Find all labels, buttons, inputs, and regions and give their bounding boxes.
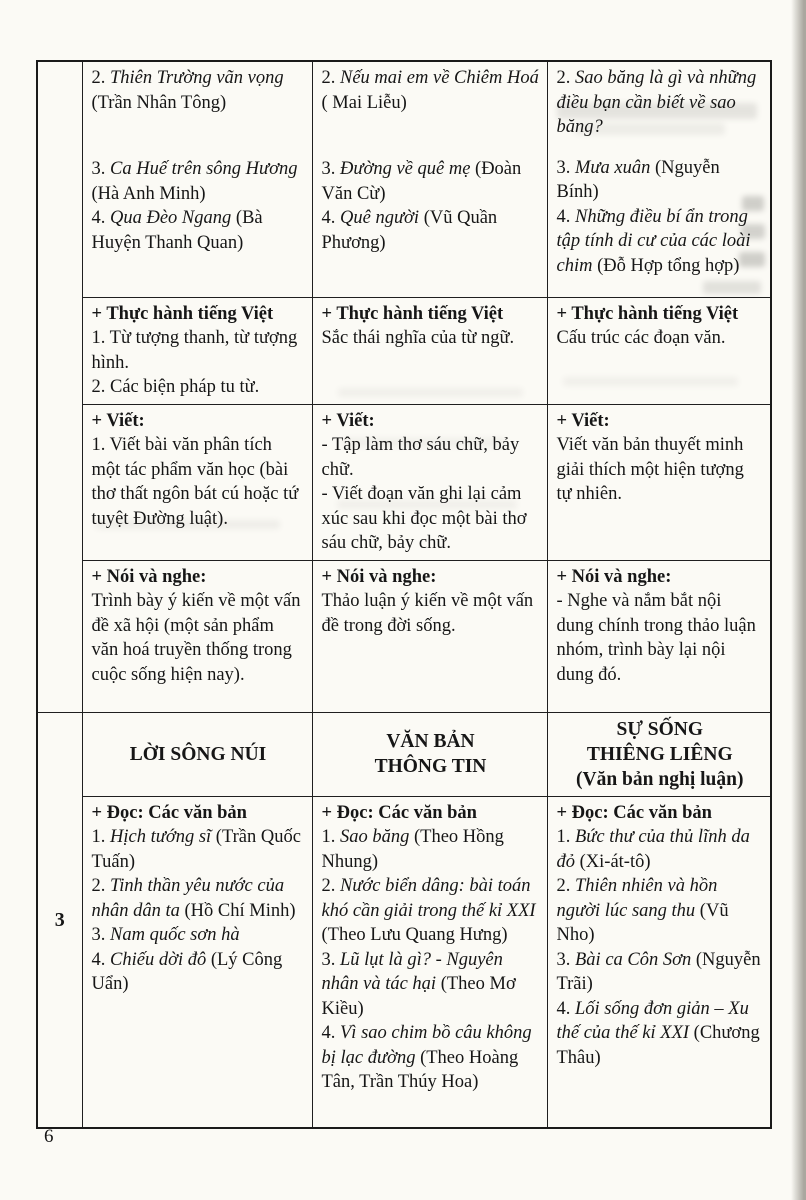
text-line: 4. Quê người (Vũ Quần Phương) — [321, 208, 498, 253]
table-cell — [82, 796, 312, 1128]
text-line: + Nói và nghe: — [91, 566, 207, 587]
text-line: + Thực hành tiếng Việt — [321, 303, 504, 324]
text-line: 3. Ca Huế trên sông Hương (Hà Anh Minh) — [91, 159, 298, 204]
table-cell — [547, 61, 771, 297]
text-line: + Viết: — [556, 410, 610, 431]
text-line: - Nghe và nắm bắt nội dung chính trong thảo luận nhóm, trình bày lại nội dung đó. — [556, 591, 756, 685]
table-cell — [547, 560, 771, 712]
text-line: - Tập làm thơ sáu chữ, bảy chữ. — [321, 435, 520, 480]
table-row-unit2-reading — [37, 61, 771, 297]
text-line: 2. Nước biển dâng: bài toán khó cần giải trong thế kỉ XXI (Theo Lưu Quang Hưng) — [321, 876, 536, 945]
text-line: 2. Thiên nhiên và hồn người lúc sang thu (Vũ Nho) — [556, 876, 729, 945]
page-number: 6 — [44, 1126, 54, 1147]
text-line: 1. Hịch tướng sĩ (Trần Quốc Tuấn) — [91, 827, 301, 872]
table-row-unit2-viet — [37, 404, 771, 560]
table-row-unit2-tieng-viet — [37, 297, 771, 404]
table-row-unit2-noi-nghe — [37, 560, 771, 712]
text-line: Viết văn bản thuyết minh giải thích một hiện tượng tự nhiên. — [556, 435, 744, 504]
table-cell — [312, 796, 547, 1128]
text-line: 4. Lối sống đơn giản – Xu thế của thế kỉ XXI (Chương Thâu) — [556, 998, 760, 1068]
text-line: + Viết: — [91, 410, 145, 431]
text-line: LỜI SÔNG NÚI — [129, 743, 267, 765]
table-cell — [312, 297, 547, 404]
text-line: + Đọc: Các văn bản — [321, 802, 477, 823]
unit-number-cell — [37, 61, 82, 712]
table-cell — [312, 712, 547, 796]
text-line: + Đọc: Các văn bản — [556, 802, 712, 823]
text-line: 2. Các biện pháp tu từ. — [91, 377, 260, 397]
text-line: 3. Đường về quê mẹ (Đoàn Văn Cừ) — [321, 159, 522, 204]
table-cell — [312, 61, 547, 297]
text-line: 3. Lũ lụt là gì? - Nguyên nhân và tác hại (Theo Mơ Kiều) — [321, 949, 516, 1019]
text-line: 3. Bài ca Côn Sơn (Nguyễn Trãi) — [556, 949, 761, 994]
text-line: 3. Mưa xuân (Nguyễn Bính) — [556, 157, 720, 202]
text-line: 4. Vì sao chim bồ câu không bị lạc đường (Theo Hoàng Tân, Trần Thúy Hoa) — [321, 1023, 532, 1092]
text-line: (Văn bản nghị luận) — [576, 768, 744, 790]
table-cell — [547, 712, 771, 796]
table-cell — [82, 404, 312, 560]
text-line: + Đọc: Các văn bản — [91, 802, 247, 823]
text-line: - Viết đoạn văn ghi lại cảm xúc sau khi đọc một bài thơ sáu chữ, bảy chữ. — [321, 484, 527, 553]
text-line: + Viết: — [321, 410, 375, 431]
text-line: + Nói và nghe: — [321, 566, 437, 587]
page-edge-shadow — [791, 0, 806, 1200]
text-line: VĂN BẢN — [386, 731, 475, 752]
text-line: 1. Sao băng (Theo Hồng Nhung) — [321, 827, 504, 872]
text-line: 1. Bức thư của thủ lĩnh da đỏ (Xi-át-tô) — [556, 827, 750, 872]
text-line: Sắc thái nghĩa của từ ngữ. — [321, 328, 515, 348]
table-row-unit3-header — [37, 712, 771, 796]
table-cell — [82, 297, 312, 404]
text-line: 2. Tinh thần yêu nước của nhân dân ta (Hồ Chí Minh) — [91, 876, 296, 921]
text-line: 2. Nếu mai em về Chiêm Hoá ( Mai Liễu) — [321, 68, 539, 113]
table-cell — [547, 297, 771, 404]
unit-number-cell: 3 — [37, 712, 82, 1128]
curriculum-table — [36, 60, 772, 1129]
table-cell — [312, 560, 547, 712]
text-line: + Nói và nghe: — [556, 566, 672, 587]
table-cell — [82, 61, 312, 297]
table-cell — [547, 796, 771, 1128]
text-line: 4. Chiếu dời đô (Lý Công Uẩn) — [91, 949, 283, 994]
text-line: + Thực hành tiếng Việt — [556, 303, 739, 324]
text-line: 3. Nam quốc sơn hà — [91, 925, 240, 945]
text-line: 2. Thiên Trường vãn vọng (Trần Nhân Tông) — [91, 68, 284, 113]
table-cell — [547, 404, 771, 560]
text-line: 1. Viết bài văn phân tích một tác phẩm văn học (bài thơ thất ngôn bát cú hoặc tứ tuyệt Đường luật). — [91, 435, 299, 529]
text-line: 4. Qua Đèo Ngang (Bà Huyện Thanh Quan) — [91, 208, 263, 253]
table-cell — [312, 404, 547, 560]
text-line: Trình bày ý kiến về một vấn đề xã hội (một sản phẩm văn hoá truyền thống trong cuộc sống hiện nay). — [91, 591, 301, 685]
text-line: Thảo luận ý kiến về một vấn đề trong đời sống. — [321, 591, 534, 636]
text-line: + Thực hành tiếng Việt — [91, 303, 274, 324]
text-line: 1. Từ tượng thanh, từ tượng hình. — [91, 328, 298, 373]
table-cell — [82, 712, 312, 796]
table-cell — [82, 560, 312, 712]
table-row-unit3-reading — [37, 796, 771, 1128]
text-line: Cấu trúc các đoạn văn. — [556, 328, 726, 348]
text-line: THIÊNG LIÊNG — [586, 743, 733, 765]
text-line: SỰ SỐNG — [616, 718, 703, 740]
text-line: 4. Những điều bí ẩn trong tập tính di cư của các loài chim (Đỗ Hợp tổng hợp) — [556, 206, 751, 276]
text-line: 2. Sao băng là gì và những điều bạn cần biết về sao băng? — [556, 68, 757, 137]
text-line: THÔNG TIN — [374, 756, 487, 777]
curriculum-table-body — [37, 61, 771, 1128]
